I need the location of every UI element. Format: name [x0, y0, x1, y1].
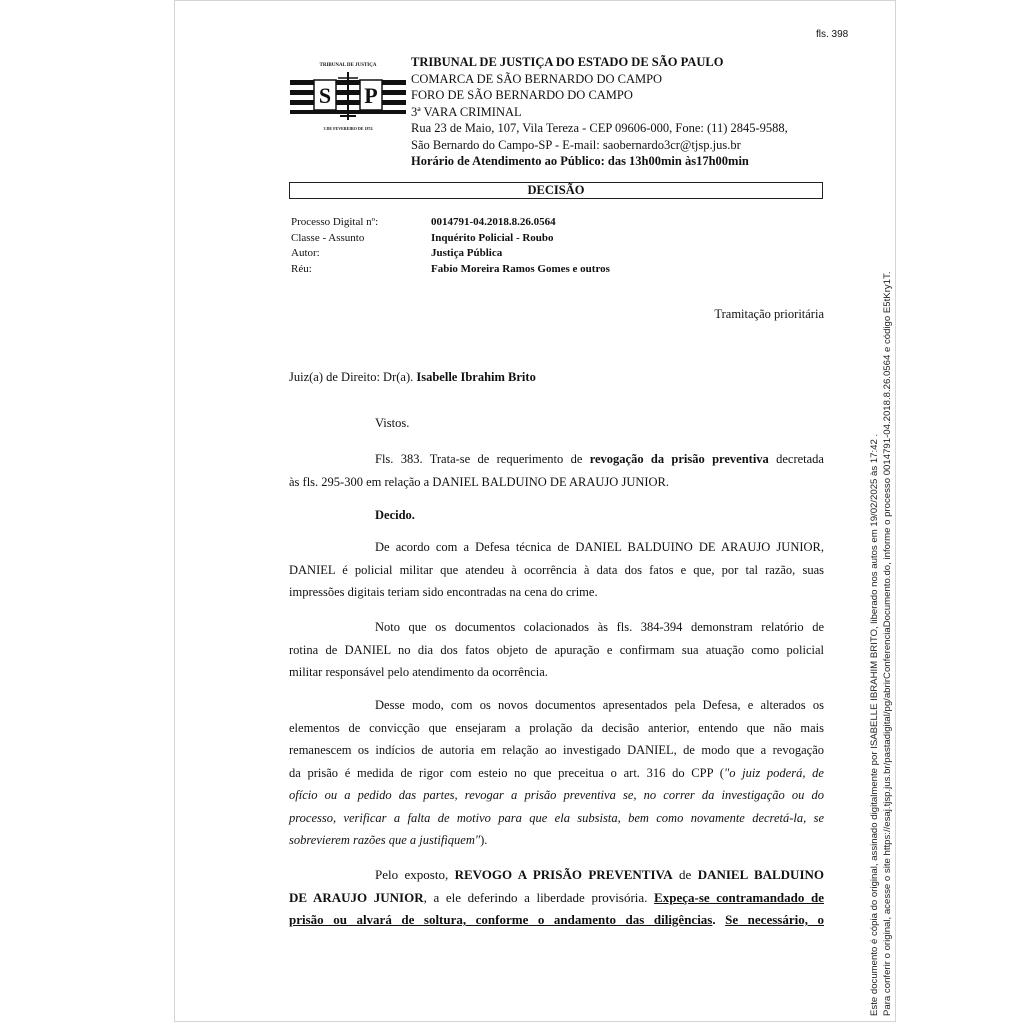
p5-text-3c: Se necessário, o	[725, 912, 824, 927]
priority-note: Tramitação prioritária	[714, 307, 824, 321]
court-name: TRIBUNAL DE JUSTIÇA DO ESTADO DE SÃO PAULO	[411, 55, 724, 69]
p5-text-1b: REVOGO A PRISÃO PREVENTIVA	[454, 867, 673, 882]
p5-text-2b: , a ele deferindo a liberdade provisória.	[423, 889, 655, 905]
paragraph-vistos	[289, 412, 824, 435]
p4-line-7b: ).	[480, 833, 488, 847]
p5-text-1d: DANIEL BALDUINO	[697, 867, 825, 882]
case-row	[291, 231, 831, 247]
case-row	[291, 215, 831, 231]
p3-line-2: rotina de DANIEL no dia dos fatos objeto de apuração e confirmam sua atuação como policial	[289, 642, 824, 657]
logo-letter-p: P	[364, 83, 378, 108]
vistos-text: Vistos.	[375, 416, 410, 430]
page-number: fls. 398	[816, 29, 849, 40]
case-label: Autor:	[291, 247, 320, 259]
case-value: Inquérito Policial - Roubo	[431, 231, 554, 244]
p2-line-2: DANIEL é policial militar que atendeu à ocorrência à data dos fatos e que, por tal razão, suas	[289, 562, 824, 577]
foro: FORO DE SÃO BERNARDO DO CAMPO	[411, 88, 633, 102]
p4-line-4b: "o juiz poderá, de	[723, 765, 824, 780]
case-value: Fabio Moreira Ramos Gomes e outros	[431, 262, 610, 275]
p5-text-1a: Pelo exposto,	[375, 867, 455, 882]
signature-note-line-1: Este documento é cópia do original, assinado digitalmente por ISABELLE IBRAHIM BRITO, liberado nos autos em 19/02/2025 às 17:42 .	[869, 433, 880, 1016]
p1-text-b: revogação da prisão preventiva	[589, 452, 769, 466]
p5-text-3b: .	[712, 912, 726, 927]
paragraph-decido	[289, 504, 824, 527]
p4-line-6: processo, verificar a falta de motivo para que ela subsista, bem como novamente decretá-la, se	[289, 810, 824, 825]
signature-note-line-2: Para conferir o original, acesse o site https://esaj.tjsp.jus.br/pastadigital/pg/abrirConferenciaDocumento.do, informe o processo 0014791-04.2018.8.26.0564 e código E5tKry1T.	[881, 271, 893, 1016]
document-title: DECISÃO	[289, 182, 823, 199]
case-label: Classe - Assunto	[291, 231, 365, 244]
paragraph-request	[289, 448, 824, 493]
p4-line-5: ofício ou a pedido das partes, revogar a prisão preventiva se, no correr da investigação ou do	[289, 788, 824, 802]
decido-text: Decido.	[375, 508, 415, 522]
case-label: Réu:	[291, 262, 312, 275]
p5-text-2c: Expeça-se contramandado de	[654, 889, 825, 905]
p4-line-7a: sobrevierem razões que a justifiquem"	[289, 833, 481, 847]
court-seal-logo	[290, 50, 406, 132]
logo-bottom-text: 3 DE FEVEREIRO DE 1874	[323, 126, 373, 131]
digital-signature-note	[869, 272, 894, 1017]
logo-top-text: TRIBUNAL DE JUSTIÇA	[319, 63, 377, 68]
p4-line-1: Desse modo, com os novos documentos apresentados pela Defesa, e alterados os	[375, 698, 824, 712]
comarca: COMARCA DE SÃO BERNARDO DO CAMPO	[411, 71, 663, 86]
paragraph-reasoning	[289, 694, 824, 852]
paragraph-documents	[289, 616, 824, 684]
logo-letter-s: S	[318, 83, 332, 108]
p2-line-1: De acordo com a Defesa técnica de DANIEL BALDUINO DE ARAUJO JUNIOR,	[375, 540, 824, 554]
vara: 3ª VARA CRIMINAL	[411, 104, 522, 119]
judge-prefix: Juiz(a) de Direito: Dr(a).	[289, 370, 417, 384]
judge-name: Isabelle Ibrahim Brito	[416, 370, 536, 384]
judge-line	[289, 370, 536, 385]
p4-line-4a: da prisão é medida de rigor com esteio no que preceitua o art. 316 do CPP (	[289, 765, 724, 780]
p4-line-2: elementos de convicção que ensejaram a prolação da decisão anterior, entendo que não mais	[289, 720, 824, 735]
paragraph-decision	[289, 864, 824, 932]
case-value: 0014791-04.2018.8.26.0564	[431, 216, 556, 228]
p1-text-d: às fls. 295-300 em relação a DANIEL BALDUINO DE ARAUJO JUNIOR.	[289, 474, 670, 489]
p2-line-3: impressões digitais teriam sido encontradas na cena do crime.	[289, 585, 598, 599]
p1-text-a: Fls. 383. Trata-se de requerimento de	[375, 452, 590, 466]
p1-text-c: decretada	[768, 452, 824, 466]
p3-line-1: Noto que os documentos colacionados às fls. 384-394 demonstram relatório de	[375, 620, 824, 634]
p5-text-1c: de	[672, 867, 698, 882]
p5-text-3a: prisão ou alvará de soltura, conforme o andamento das diligências	[289, 912, 713, 927]
case-row	[291, 246, 831, 262]
paragraph-defense	[289, 536, 824, 604]
p5-text-2a: DE ARAUJO JUNIOR	[289, 889, 424, 905]
case-value: Justiça Pública	[431, 247, 503, 259]
case-info	[291, 215, 831, 277]
city-email: São Bernardo do Campo-SP - E-mail: saobernardo3cr@tjsp.jus.br	[411, 137, 741, 152]
case-row	[291, 262, 831, 278]
address: Rua 23 de Maio, 107, Vila Tereza - CEP 09606-000, Fone: (11) 2845-9588,	[411, 121, 788, 135]
court-header	[411, 54, 788, 170]
p4-line-3: remanescem os indícios de autoria em relação ao investigado DANIEL, de modo que a revogação	[289, 743, 824, 757]
p3-line-3: militar responsável pelo atendimento da ocorrência.	[289, 665, 548, 679]
case-label: Processo Digital nº:	[291, 216, 379, 228]
office-hours: Horário de Atendimento ao Público: das 13h00min às17h00min	[411, 154, 749, 168]
